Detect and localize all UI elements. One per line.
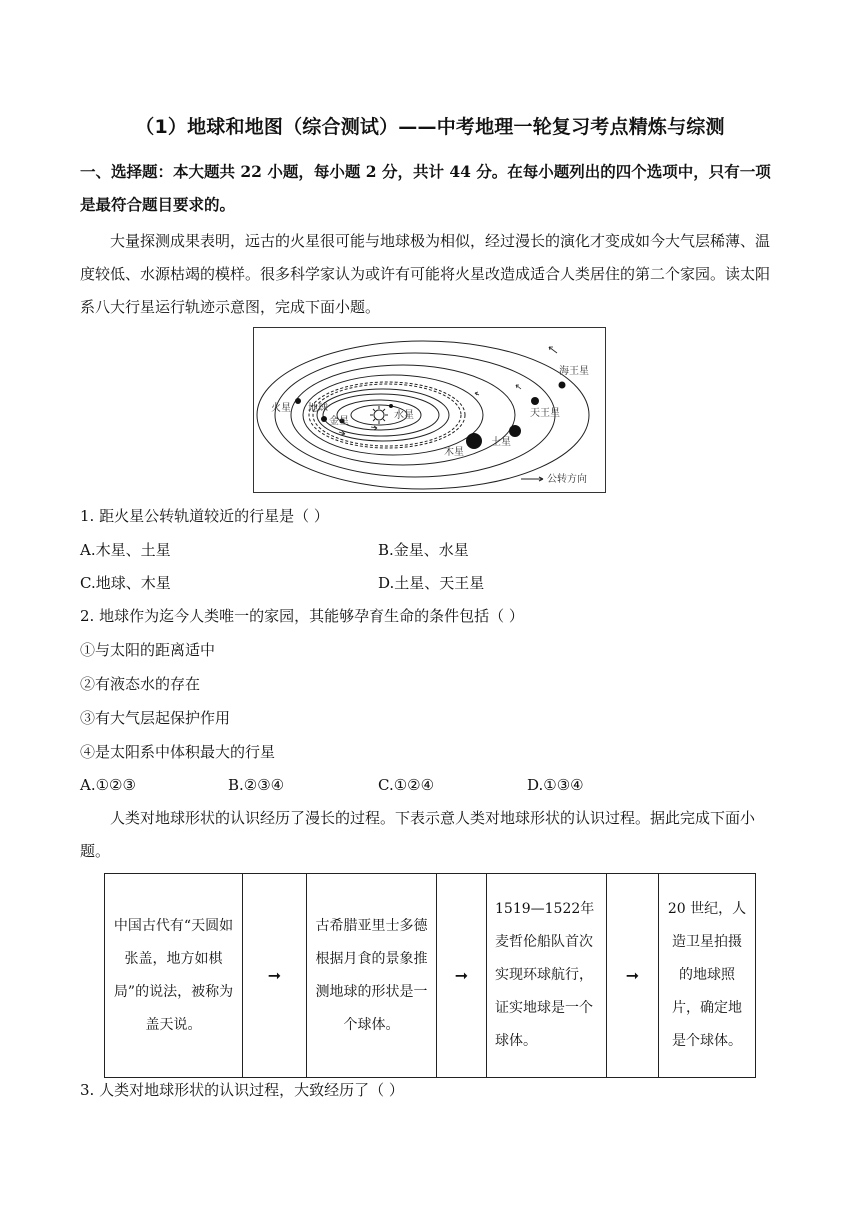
section-heading: 一、选择题：本大题共 22 小题，每小题 2 分，共计 44 分。在每小题列出的四个选项中，只有一项是最符合题目要求的。 bbox=[80, 162, 771, 214]
flow-cell-magellan: 1519—1522年麦哲伦船队首次实现环球航行，证实地球是一个球体。 bbox=[487, 874, 607, 1078]
label-venus: 金星 bbox=[329, 416, 349, 427]
label-jupiter: 木星 bbox=[444, 447, 464, 458]
legend-label: 公转方向 bbox=[547, 474, 587, 485]
solar-system-orbit-diagram bbox=[253, 327, 606, 493]
planet-earth bbox=[321, 416, 327, 422]
label-uranus: 天王星 bbox=[530, 408, 560, 419]
planet-saturn bbox=[509, 425, 521, 437]
q2-option-d[interactable]: D.①③④ bbox=[527, 776, 584, 794]
planet-mars bbox=[295, 398, 301, 404]
label-mars: 火星 bbox=[271, 403, 291, 414]
label-neptune: 海王星 bbox=[559, 366, 589, 377]
q2-stem: 2. 地球作为迄今人类唯一的家园，其能够孕育生命的条件包括（ ） bbox=[80, 607, 524, 625]
label-earth: 地球 bbox=[308, 403, 328, 414]
planet-jupiter bbox=[466, 433, 482, 449]
q1-stem: 1. 距火星公转轨道较近的行星是（ ） bbox=[80, 507, 329, 525]
label-mercury: 水星 bbox=[394, 410, 414, 421]
q2-item-1: ①与太阳的距离适中 bbox=[80, 641, 216, 659]
q1-option-c[interactable]: C.地球、木星 bbox=[80, 574, 171, 592]
q2-option-c[interactable]: C.①②④ bbox=[378, 776, 435, 794]
flow-cell-aristotle: 古希腊亚里士多德根据月食的景象推测地球的形状是一个球体。 bbox=[307, 874, 437, 1078]
flow-arrow-icon: ➞ bbox=[607, 874, 659, 1078]
q2-item-4: ④是太阳系中体积最大的行星 bbox=[80, 743, 276, 761]
q2-option-b[interactable]: B.②③④ bbox=[228, 776, 285, 794]
planet-mercury bbox=[389, 404, 393, 408]
flow-arrow-icon: ➞ bbox=[437, 874, 487, 1078]
flow-cell-ancient-china: 中国古代有“天圆如张盖，地方如棋局”的说法，被称为盖天说。 bbox=[105, 874, 243, 1078]
flow-arrow-icon: ➞ bbox=[243, 874, 307, 1078]
q1-option-d[interactable]: D.土星、天王星 bbox=[378, 574, 485, 592]
q2-option-a[interactable]: A.①②③ bbox=[80, 776, 136, 794]
page-title: （1）地球和地图（综合测试）——中考地理一轮复习考点精炼与综测 bbox=[135, 116, 725, 138]
label-saturn: 土星 bbox=[491, 437, 511, 448]
passage-mars: 大量探测成果表明，远古的火星很可能与地球极为相似，经过漫长的演化才变成如今大气层稀薄、温度较低、水源枯竭的模样。很多科学家认为或许有可能将火星改造成适合人类居住的第二个家园。读太阳系八大行星运行轨迹示意图，完成下面小题。 bbox=[80, 232, 771, 316]
q3-stem: 3. 人类对地球形状的认识过程，大致经历了（ ） bbox=[80, 1081, 404, 1099]
planet-uranus bbox=[531, 397, 539, 405]
q2-item-2: ②有液态水的存在 bbox=[80, 675, 201, 693]
earth-shape-flow-table bbox=[104, 873, 756, 1078]
planet-neptune bbox=[559, 382, 566, 389]
passage-earth-shape: 人类对地球形状的认识经历了漫长的过程。下表示意人类对地球形状的认识过程。据此完成下面小题。 bbox=[80, 809, 756, 860]
q1-option-b[interactable]: B.金星、水星 bbox=[378, 541, 469, 559]
flow-cell-satellite: 20 世纪，人造卫星拍摄的地球照片，确定地是个球体。 bbox=[659, 874, 756, 1078]
q2-item-3: ③有大气层起保护作用 bbox=[80, 709, 231, 727]
q1-option-a[interactable]: A.木星、土星 bbox=[80, 541, 171, 559]
